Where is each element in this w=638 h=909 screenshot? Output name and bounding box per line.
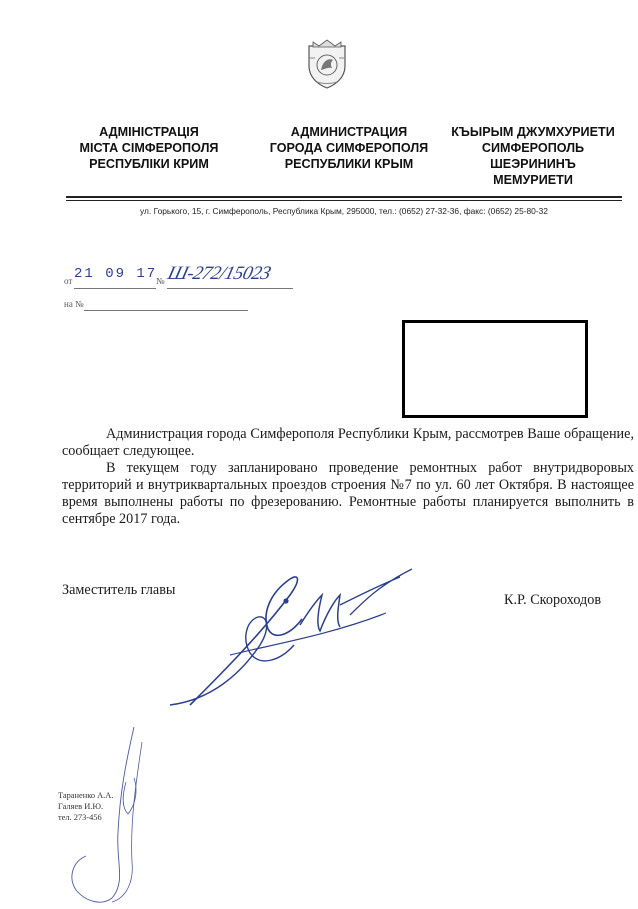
header-russian-line-2: ГОРОДА СИМФЕРОПОЛЯ — [269, 141, 429, 155]
ref-from-label: от — [64, 276, 73, 286]
body-paragraph-2: В текущем году запланировано проведение ремонтных работ внутридворовых территорий и внутриквартальных проездов строения №7 по ул. 60 лет Октября. В настоящее время выполнены работы по фрезерованию. Ремонтные работы планируется выполнить в сентябре 2017 года. — [62, 460, 634, 527]
crimea-coat-of-arms-icon — [303, 38, 351, 90]
letter-body — [62, 426, 634, 528]
header-ukrainian-line-2: МІСТА СІМФЕРОПОЛЯ — [79, 141, 219, 155]
handwritten-signature — [150, 555, 430, 715]
ref-date-handwritten: 21 09 17 — [74, 266, 158, 282]
signatory-name: К.Р. Скороходов — [504, 592, 602, 608]
ref-to-label: на № — [64, 299, 84, 309]
address-line: ул. Горького, 15, г. Симферополь, Республика Крым, 295000, тел.: (0652) 27-32-36, факс: (0652) 25-80-32 — [140, 206, 548, 216]
header-ukrainian-line-1: АДМІНІСТРАЦІЯ — [99, 125, 199, 139]
ref-number-underline — [167, 288, 293, 289]
executor-phone: тел. 273-456 — [58, 813, 102, 822]
body-paragraph-1: Администрация города Симферополя Республики Крым, рассмотрев Ваше обращение, сообщает следующее. — [62, 426, 634, 459]
header-crimean-tatar-line-4: МЕМУРИЕТИ — [493, 173, 573, 187]
header-crimean-tatar-line-1: КЪЫРЫМ ДЖУМХУРИЕТИ — [451, 125, 615, 139]
header-divider-thick — [66, 196, 622, 198]
header-crimean-tatar — [438, 124, 628, 188]
redacted-recipient-box — [402, 320, 588, 418]
executor-2: Галяев И.Ю. — [58, 802, 104, 811]
executors-block — [58, 790, 113, 823]
signatory-role: Заместитель главы — [62, 582, 176, 598]
header-crimean-tatar-line-2: СИМФЕРОПОЛЬ — [481, 141, 585, 155]
ref-date-underline — [74, 288, 156, 289]
header-russian — [256, 124, 442, 172]
header-crimean-tatar-line-3: ШЕЭРИНИНЪ — [490, 157, 576, 171]
ref-to-underline — [84, 310, 248, 311]
executor-1: Тараненко А.А. — [58, 791, 114, 800]
ref-number-handwritten: Ш-272/15023 — [165, 263, 273, 284]
ref-number-label: № — [156, 276, 165, 286]
header-russian-line-1: АДМИНИСТРАЦИЯ — [290, 125, 408, 139]
header-divider-thin — [66, 200, 622, 201]
header-ukrainian — [64, 124, 234, 172]
header-ukrainian-line-3: РЕСПУБЛІКИ КРИМ — [89, 157, 209, 171]
header-russian-line-3: РЕСПУБЛИКИ КРЫМ — [284, 157, 414, 171]
